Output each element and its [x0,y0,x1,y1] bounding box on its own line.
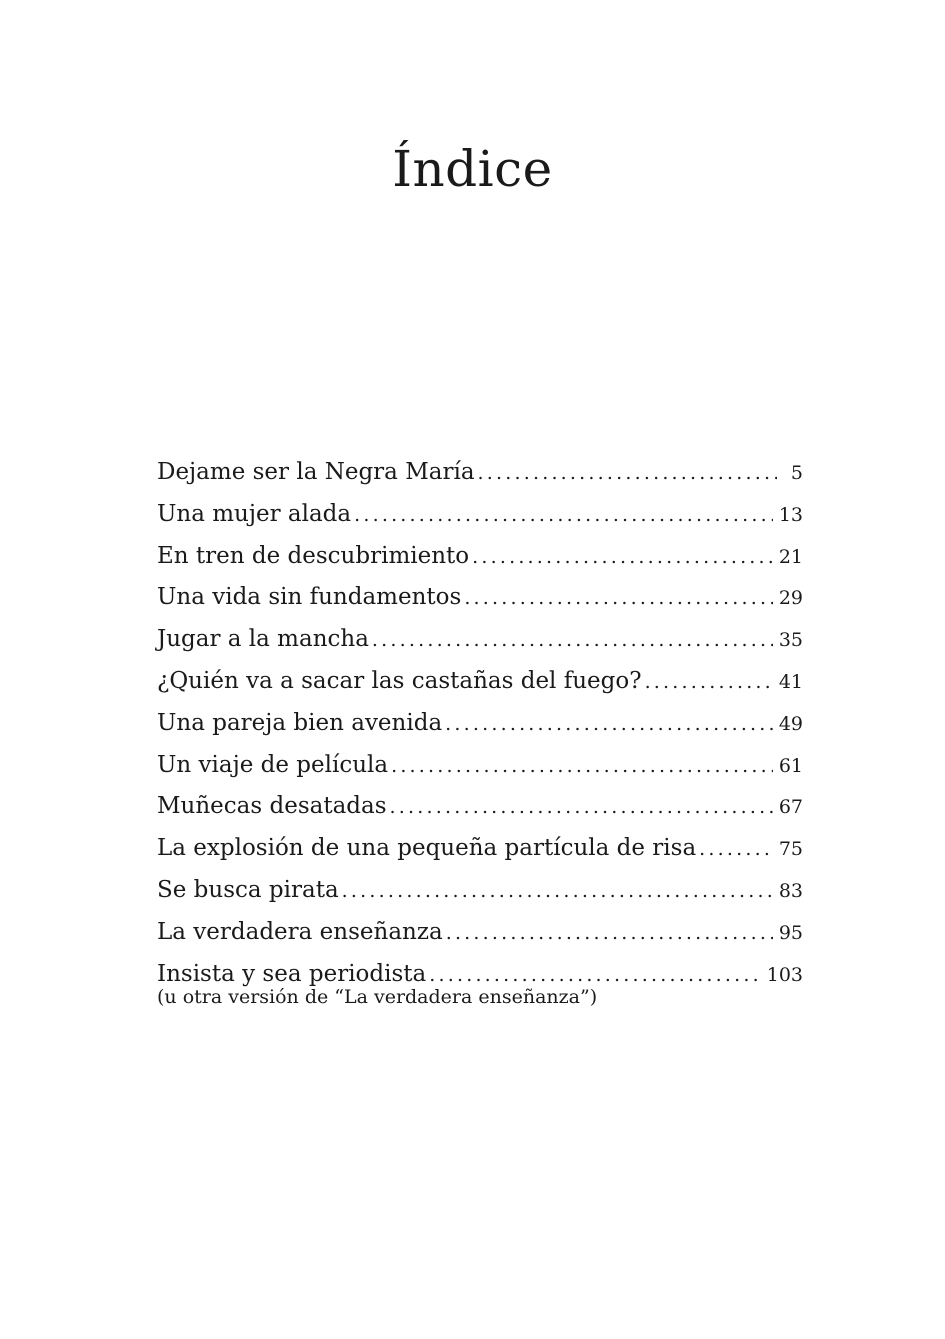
toc-entry-title: Se busca pirata [157,876,339,903]
toc-page-number: 67 [778,796,803,819]
toc-entry-title: Una vida sin fundamentos [157,584,462,611]
dot-leader [372,620,773,662]
toc-entry-title: Una mujer alada [157,500,352,527]
toc-page-number: 29 [778,587,803,610]
toc-entry-subtitle: (u otra versión de “La verdadera enseñanza”) [157,986,598,1009]
dot-leader [464,578,773,620]
dot-leader [472,537,773,579]
dot-leader [445,704,773,746]
page-title: Índice [392,140,553,198]
toc-entry[interactable] [157,703,803,745]
toc-entry[interactable] [157,536,803,578]
toc-entry[interactable] [157,870,803,912]
toc-page-number: 21 [778,545,803,568]
toc-page-number: 5 [790,462,803,484]
dot-leader [391,746,773,788]
toc-entry[interactable] [157,954,803,1010]
toc-page-number: 41 [778,670,803,693]
toc-entry[interactable] [157,912,803,954]
toc-page-number: 13 [778,503,803,526]
toc-entry-title: La verdadera enseñanza [157,918,443,945]
toc-entry[interactable] [157,577,803,619]
toc-entry[interactable] [157,494,803,536]
toc-entry-title: Muñecas desatadas [157,793,387,820]
toc-page-number: 75 [778,838,803,861]
toc-entry-title: Dejame ser la Negra María [157,459,475,485]
table-of-contents [157,452,803,1009]
toc-entry[interactable] [157,452,803,494]
toc-page-number: 49 [778,712,803,735]
toc-entry-title: En tren de descubrimiento [157,542,470,569]
toc-entry[interactable] [157,619,803,661]
toc-entry-title: La explosión de una pequeña partícula de risa [157,835,697,862]
toc-entry-title: Una pareja bien avenida [157,709,443,736]
toc-entry[interactable] [157,745,803,787]
dot-leader [342,871,773,913]
dot-leader [354,495,773,537]
toc-page-number: 61 [778,754,803,777]
dot-leader [699,829,773,871]
toc-entry-title: Jugar a la mancha [157,626,369,653]
toc-entry[interactable] [157,661,803,703]
toc-entry-title: Un viaje de película [157,751,389,778]
toc-entry-title: ¿Quién va a sacar las castañas del fuego? [157,667,642,694]
toc-page-number: 103 [766,963,803,986]
toc-entry[interactable] [157,786,803,828]
dot-leader [390,787,773,829]
toc-entry[interactable] [157,828,803,870]
dot-leader [446,913,773,955]
toc-entry-title: Insista y sea periodista [157,960,427,987]
toc-page-number: 83 [778,879,803,902]
dot-leader [645,662,773,704]
dot-leader [478,453,777,495]
toc-page-number: 95 [778,921,803,944]
toc-page-number: 35 [778,629,803,652]
